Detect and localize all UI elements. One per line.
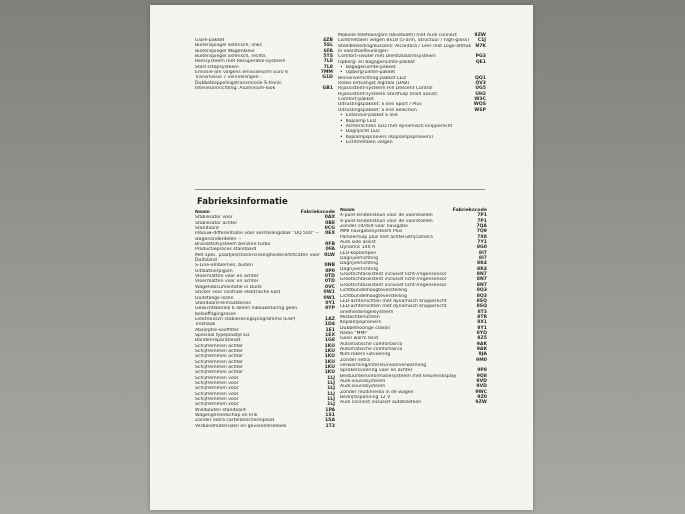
item-name: Transmissie 7 versnellingen - Dubbelkoppelingstransmissie S-tronic: [195, 75, 282, 86]
header-name: Naam: [340, 208, 355, 213]
item-code: 1LJ: [327, 386, 335, 392]
item-code: WSP: [474, 107, 486, 113]
item-name: Lichtmetalen velgen 8x18 (5-arm, Structuur / high-gloss): [338, 38, 470, 44]
item-code: 9VD: [476, 379, 487, 384]
list-item: [338, 44, 486, 55]
item-name: Radio "MMI": [340, 330, 368, 336]
item-code: 5SL: [323, 43, 333, 49]
item-code: 7MM: [320, 70, 333, 76]
item-code: 1LJ: [327, 391, 335, 397]
item-name: Audi-soundsysteem: [340, 384, 386, 390]
item-code: 1D4: [324, 322, 335, 328]
item-code: 8YQ: [476, 330, 487, 336]
item-name: Radio-ontvangst digitaal (DAB): [338, 81, 410, 87]
item-name: Zonder extra: [340, 357, 370, 363]
item-code: 1E1: [325, 327, 335, 333]
item-name: Met spec. plaatjes/stickers/veiligheidscertificaten voor Duitsland: [195, 252, 320, 264]
item-name: Brandstofsysteem benzine-turbo: [195, 242, 271, 248]
item-code: 8SQ: [476, 298, 487, 304]
item-code: W3C: [474, 97, 486, 103]
item-name: Zonder cd/dvd voor navigatie: [340, 224, 409, 230]
item-code: 8I7: [478, 256, 487, 262]
item-name: Buitenspiegel Wagenkleur: [195, 48, 256, 54]
item-name: Opberg- en bagageruimte-pakket: [338, 59, 415, 65]
item-code: 7Y1: [477, 240, 487, 246]
item-code: 0W1: [323, 295, 335, 301]
item-name: Dagrijverlichting: [340, 261, 379, 267]
item-code: 7P1: [477, 218, 487, 224]
item-name: Vloermatten voor en achter: [195, 274, 259, 280]
section-title: Fabrieksinformatie: [197, 197, 288, 207]
item-name: Schijfremmen vóór: [195, 381, 239, 386]
list-item: [195, 424, 335, 429]
item-code: 5TS: [323, 54, 333, 60]
item-code: 1KU: [324, 370, 335, 376]
item-code: 7P1: [477, 213, 487, 219]
item-code: 9Z0: [477, 395, 487, 401]
item-code: 0CG: [324, 226, 335, 232]
item-name: Schijfremmen vóór: [195, 386, 239, 392]
item-name: Verbandmaterialen en gevarendriehoek: [195, 423, 287, 429]
item-name: Remsysteem met Recuperatie-systeem: [195, 59, 286, 65]
item-name: • Opbergruimte-pakket: [338, 70, 395, 75]
item-name: Schijfremmen vóór: [195, 391, 239, 397]
item-code: 0Y1: [325, 300, 335, 306]
item-code: 0LW: [324, 252, 335, 258]
item-code: 8X1: [477, 320, 487, 326]
item-name: Uitlaatsierpijpen: [195, 268, 233, 274]
item-code: 8TR: [477, 314, 487, 320]
item-name: 4-punt-lendensteun voor de voorstoelen: [340, 213, 433, 219]
item-name: Productieproces standaard: [195, 247, 257, 253]
item-name: Uitrustingspakket: S line Selection: [338, 107, 417, 113]
item-name: Wielbouten standaard: [195, 407, 246, 413]
item-name: Zonder multimedia in de wagen: [340, 389, 414, 395]
bottom-right-list: [340, 208, 487, 406]
item-code: 8Q3: [476, 293, 487, 299]
item-code: QE1: [475, 59, 486, 65]
item-code: 7X8: [477, 234, 487, 240]
item-code: 9Q8: [476, 373, 487, 379]
item-code: 8T3: [477, 309, 487, 315]
item-code: 0EX: [325, 231, 335, 237]
item-code: 4ZB: [322, 38, 333, 43]
item-name: • Koplamp LED: [338, 119, 376, 124]
item-code: 0FB: [325, 242, 335, 248]
item-code: GB1: [322, 86, 333, 92]
item-code: 1SA: [324, 418, 335, 424]
item-code: G1D: [322, 75, 333, 81]
item-code: 1G8: [324, 338, 335, 344]
item-name: Gewichtsbereik 6 alleen inbouwsturing geen beloeffagingrosse: [195, 306, 298, 317]
list-item: [195, 253, 335, 264]
item-code: 6FA: [323, 48, 333, 54]
item-name: Stabilisator achter: [195, 220, 238, 226]
item-name: MMI navigatiesysteem Plus: [340, 229, 403, 235]
item-name: Stabilisator vóór: [195, 215, 233, 221]
header-name: Naam: [195, 210, 210, 215]
item-code: 8N7: [476, 277, 487, 283]
item-name: Elektronisch stabiliseringsprogramma (ESP): [195, 316, 296, 322]
item-name: Binnenverlichting-pakket LED: [338, 75, 406, 81]
item-name: Sprekersvoering voor en achter: [340, 368, 413, 374]
item-name: Automatische comfortairco: [340, 341, 403, 347]
header-code: Fabriekscode: [452, 208, 487, 213]
top-left-list: [195, 38, 333, 91]
item-name: verwarming/interieurvoorverwarming: [340, 362, 427, 368]
item-name: Stoelbekleding/kussens: Alcantara / Leer met Logo-afdruk in voorstoelleuningen: [338, 43, 472, 55]
top-right-list: [338, 33, 486, 145]
item-code: 0NB: [324, 263, 335, 269]
item-code: UG5: [475, 86, 486, 92]
item-name: Grootlichtassistent inclusief licht-/regensensor: [340, 277, 447, 283]
item-name: Speciaal typeplaatje EU: [195, 332, 250, 338]
header-code: Fabriekscode: [300, 210, 335, 215]
item-code: 1KU: [324, 359, 335, 365]
item-code: 1KU: [324, 364, 335, 370]
item-code: 8K4: [477, 261, 487, 267]
bottom-left-list: [195, 210, 335, 429]
item-name: Schijfremmen vóór: [195, 402, 239, 408]
item-name: Absorptie-sooffilter: [195, 327, 239, 333]
item-name: LED-achterlichten met dynamisch knipperlicht: [340, 304, 447, 310]
item-code: 0TD: [324, 274, 335, 280]
item-code: 1LJ: [327, 397, 335, 403]
item-name: Standaard: [195, 226, 219, 232]
item-name: • Koplampsproeiers (Koplampsproeiers): [338, 135, 433, 140]
document-page: [150, 5, 533, 510]
item-name: Comfort-sleutel met Diefstalalarmsysteem: [338, 54, 436, 60]
item-name: Schijfremmen achter: [195, 359, 244, 365]
item-code: 9ZW: [474, 33, 486, 38]
item-code: 7Q9: [476, 229, 487, 235]
item-name: Audi connect inclusief autotelefoon: [340, 400, 422, 406]
item-code: WQS: [473, 102, 486, 108]
item-name: Uitrustingspakket: S line Sport / Plus: [338, 102, 422, 108]
item-code: 1KU: [324, 348, 335, 354]
item-code: 1KU: [324, 354, 335, 360]
item-name: LED-koplampen: [340, 250, 377, 256]
item-name: Rijassistent-systeem Hill Descent Control: [338, 86, 433, 92]
item-name: Lichtbundelhoogteverstelling: [340, 288, 408, 294]
item-name: • Dagrijlicht LED: [338, 129, 380, 134]
item-code: 8Y1: [477, 325, 487, 331]
item-code: 0YP: [325, 306, 335, 312]
item-code: QV3: [475, 81, 486, 87]
item-name: Comfort-pakket: [338, 97, 374, 103]
item-code: 9ZW: [475, 400, 487, 406]
item-code: 7L8: [323, 59, 333, 65]
item-code: UH2: [475, 91, 486, 97]
item-name: • Bagageruimte-pakket: [338, 65, 396, 70]
item-code: 9JA: [478, 352, 487, 358]
item-name: 4-punt-lendensteun voor de voorstoelen: [340, 218, 433, 224]
item-name: Treshaak: [195, 322, 216, 328]
item-name: Mobiele telefoon/gsm (Bluetooth) met Audi connect: [338, 33, 457, 38]
item-name: Start-/stopsysteem: [195, 64, 239, 70]
item-name: Grootlichtassistent inclusief licht-/regensensor: [340, 272, 447, 278]
item-code: 0VC: [324, 284, 335, 290]
item-name: Audi side assist: [340, 240, 376, 246]
item-name: Automatische comfortairco: [340, 346, 403, 352]
item-name: Standaard-klimaatzones: [195, 300, 251, 306]
item-code: 1PA: [325, 407, 335, 413]
list-item: [195, 75, 333, 86]
item-name: Wagengereedschap en krik: [195, 413, 258, 419]
item-name: Duitstalige lezen: [195, 295, 234, 301]
item-name: Niet-rokers-uitvoering: [340, 352, 391, 358]
item-code: 8N7: [476, 282, 487, 288]
item-code: 9VD: [476, 384, 487, 390]
item-name: Lichtbundelhoogteverstelling: [340, 293, 408, 299]
item-code: N7K: [475, 43, 486, 49]
item-name: Buitenspiegel asferisch, links: [195, 43, 262, 49]
item-name: Grootlichtassistent inclusief licht-/regensensor: [340, 282, 447, 288]
item-code: 1T3: [325, 423, 335, 429]
item-code: 1KU: [324, 343, 335, 349]
item-code: 8K4: [477, 266, 487, 272]
item-code: 8G0: [476, 245, 487, 251]
item-name: Buitenspiegel asferisch, rechts: [195, 54, 266, 60]
item-name: Wagendocumentatie in Duits: [195, 284, 262, 290]
item-name: Glare-pakket: [195, 38, 225, 43]
section-divider: [195, 189, 485, 190]
item-code: 0W1: [323, 290, 335, 296]
item-code: 8Q3: [476, 288, 487, 294]
item-code: 1LJ: [327, 381, 335, 386]
item-code: 1AZ: [324, 316, 335, 322]
item-code: 0FA: [325, 247, 335, 253]
item-code: 9AK: [476, 346, 487, 352]
list-item: [195, 231, 335, 242]
item-name: Dynamic 140 A: [340, 245, 376, 251]
item-name: Schijfremmen achter: [195, 354, 244, 360]
item-name: • Exterieur-pakket S line: [338, 113, 398, 118]
item-name: Sticker voor centrale elektrische kast: [195, 290, 281, 296]
item-code: 7L8: [323, 64, 333, 70]
item-name: Schijfremmen achter: [195, 348, 244, 354]
item-code: 1LJ: [327, 402, 335, 408]
item-name: Emissie-am volgens emissienorm Euro 6: [195, 70, 288, 76]
item-code: C1J: [477, 38, 486, 44]
item-name: Schijfremmen vóór: [195, 397, 239, 403]
item-name: Vloermatten voor en achter: [195, 279, 259, 285]
item-name: Zonder extra carterbeschermplaat: [195, 418, 275, 424]
item-name: Schijfremmen achter: [195, 370, 244, 376]
item-name: Bandenreparatieset: [195, 338, 241, 344]
item-name: Schijfremmen achter: [195, 343, 244, 349]
item-code: 9M0: [476, 357, 487, 363]
item-name: Dagrijverlichting: [340, 256, 379, 262]
item-code: 8SQ: [476, 304, 487, 310]
item-code: 0P0: [325, 268, 335, 274]
item-name: • Lichtmetalen velgen: [338, 140, 393, 145]
item-code: 9WC: [475, 389, 487, 395]
item-name: S-Line-emblemen, buiten: [195, 263, 253, 269]
list-item: [338, 140, 486, 145]
item-code: 1EX: [325, 332, 335, 338]
item-name: Snelheidsregelsysteem: [340, 309, 394, 315]
item-code: 8Z5: [477, 336, 487, 342]
item-name: Geen warm land: [340, 336, 378, 342]
item-code: 9P8: [477, 368, 487, 374]
item-code: 1LJ: [327, 375, 335, 381]
item-name: Bestuurdersinformatiesysteem met kleurendisplay: [340, 373, 457, 379]
item-code: 0BE: [325, 220, 335, 226]
item-name: Mistachterlichten: [340, 314, 380, 320]
item-name: Inbouw-differentiatie voor verstellingsbak "DQ 500" -- wagenonderdelen --: [195, 231, 319, 242]
item-code: 0AX: [324, 215, 335, 221]
item-code: PG3: [475, 54, 486, 60]
item-name: Schijfremmen achter: [195, 364, 244, 370]
item-name: Dagrijverlichting: [340, 266, 379, 272]
item-name: Rijassistent-systeem Starthulp (hold assist): [338, 91, 438, 97]
list-item: [195, 86, 333, 91]
item-name: Koplampsproeiers: [340, 320, 382, 326]
item-name: Audi-soundsysteem: [340, 379, 386, 384]
list-item: [195, 306, 335, 317]
item-name: Dubbelhoorige claxon: [340, 325, 391, 331]
item-code: 8I7: [478, 250, 487, 256]
item-code: 7QA: [476, 224, 487, 230]
item-code: 9AK: [476, 341, 487, 347]
item-code: QQ1: [474, 75, 486, 81]
item-code: 8N7: [476, 272, 487, 278]
list-item: [340, 400, 487, 405]
item-code: 1S1: [325, 413, 335, 419]
item-name: Parkeerhulp plus met achteruitrijcamera: [340, 234, 433, 240]
item-name: LED-achterlichten met dynamisch knipperlicht: [340, 298, 447, 304]
item-name: • Achterlichten LED met dynamisch knipperlicht: [338, 124, 452, 129]
item-name: Bedrijfsspanning 12 V: [340, 395, 391, 401]
item-name: Schijfremmen vóór: [195, 375, 239, 381]
item-code: 0TD: [324, 279, 335, 285]
item-name: Interieurinrichting: Aluminium-look: [195, 86, 276, 92]
